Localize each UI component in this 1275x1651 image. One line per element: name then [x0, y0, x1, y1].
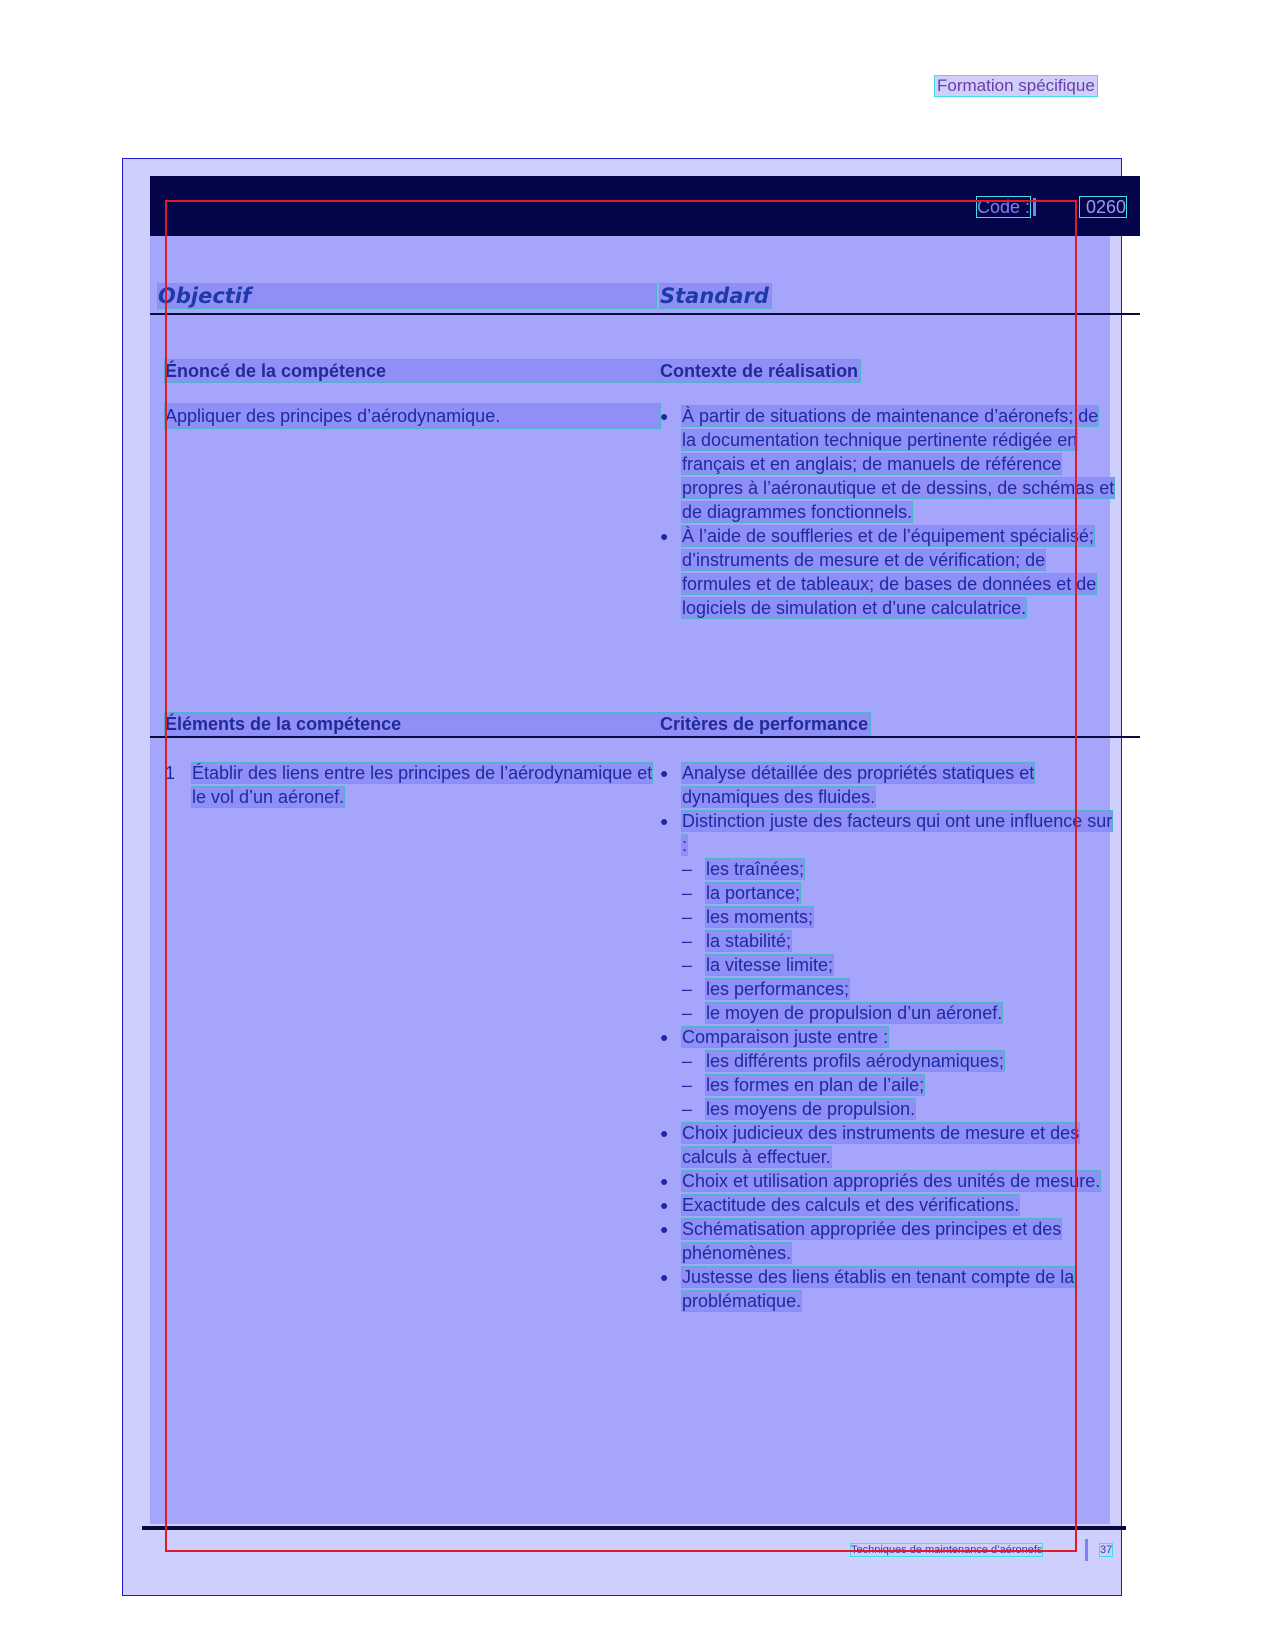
bullet-icon: ●	[660, 1269, 669, 1285]
criteria-item	[660, 809, 1115, 1025]
dash-icon: –	[682, 1051, 693, 1071]
criteria-item-text: Choix et utilisation appropriés des unités de mesure.	[682, 1171, 1101, 1191]
bullet-icon: ●	[660, 528, 669, 544]
criteria-subitem	[682, 857, 1115, 881]
criteria-subitem	[682, 1049, 1115, 1073]
heading-rule	[150, 313, 1140, 315]
criteria-item	[660, 1265, 1115, 1313]
criteria-subitem	[682, 1073, 1115, 1097]
dash-icon: –	[682, 979, 693, 999]
criteria-subitem-text: le moyen de propulsion d’un aéronef.	[706, 1003, 1003, 1023]
column-heading-standard: Standard	[660, 284, 769, 308]
criteria-subitem	[682, 1097, 1115, 1121]
bullet-icon: ●	[660, 1173, 669, 1189]
dash-icon: –	[682, 859, 693, 879]
criteria-item	[660, 1193, 1115, 1217]
bullet-icon: ●	[660, 765, 669, 781]
dash-icon: –	[682, 907, 693, 927]
criteria-item-text: Analyse détaillée des propriétés statiques et dynamiques des fluides.	[682, 763, 1035, 807]
criteria-subitem-text: les formes en plan de l’aile;	[706, 1075, 925, 1095]
code-label: Code :	[977, 197, 1031, 217]
footer-rule	[142, 1526, 1126, 1530]
criteria-item-text: Schématisation appropriée des principes et des phénomènes.	[682, 1219, 1062, 1263]
bullet-icon: ●	[660, 408, 669, 424]
page-number: 37	[1100, 1544, 1113, 1556]
element-text: Établir des liens entre les principes de l’aérodynamique et le vol d’un aéronef.	[192, 763, 653, 807]
section-rule	[150, 736, 1140, 738]
bullet-icon: ●	[660, 1221, 669, 1237]
context-list	[660, 404, 1115, 620]
element-item	[165, 761, 660, 809]
criteria-subitem-text: les différents profils aérodynamiques;	[706, 1051, 1004, 1071]
criteria-subitem	[682, 881, 1115, 905]
bullet-icon: ●	[660, 1029, 669, 1045]
criteria-item	[660, 1217, 1115, 1265]
element-number: 1	[165, 763, 176, 783]
criteria-item	[660, 1121, 1115, 1169]
criteria-item	[660, 761, 1115, 809]
code-value: 0260	[1080, 197, 1126, 217]
criteria-item-text: Comparaison juste entre :	[682, 1027, 889, 1047]
dash-icon: –	[682, 1003, 693, 1023]
column-heading-objectif: Objectif	[158, 284, 656, 308]
criteria-subitem-text: la vitesse limite;	[706, 955, 834, 975]
context-heading: Contexte de réalisation	[660, 361, 859, 381]
footer-title: Techniques de maintenance d’aéronefs	[851, 1544, 1043, 1556]
criteria-subitem	[682, 905, 1115, 929]
header-tag: Formation spécifique	[937, 76, 1095, 95]
criteria-subitem	[682, 977, 1115, 1001]
criteria-heading: Critères de performance	[660, 714, 869, 734]
criteria-subitem-text: les moyens de propulsion.	[706, 1099, 916, 1119]
criteria-subitem-text: les performances;	[706, 979, 850, 999]
competence-statement: Appliquer des principes d’aérodynamique.	[165, 404, 660, 428]
criteria-subitem-text: la portance;	[706, 883, 801, 903]
bullet-icon: ●	[660, 1197, 669, 1213]
criteria-list	[660, 761, 1115, 1313]
bullet-icon: ●	[660, 1125, 669, 1141]
dash-icon: –	[682, 1075, 693, 1095]
criteria-item-text: Distinction juste des facteurs qui ont une influence sur :	[682, 811, 1113, 855]
code-separator	[1033, 198, 1036, 216]
criteria-subitem	[682, 929, 1115, 953]
criteria-subitem	[682, 1001, 1115, 1025]
criteria-subitem-text: les moments;	[706, 907, 814, 927]
dash-icon: –	[682, 883, 693, 903]
criteria-item	[660, 1025, 1115, 1121]
competence-heading: Énoncé de la compétence	[165, 360, 660, 382]
footer-separator	[1085, 1539, 1088, 1561]
context-item	[660, 404, 1115, 524]
dash-icon: –	[682, 931, 693, 951]
context-item	[660, 524, 1115, 620]
criteria-item-text: Choix judicieux des instruments de mesure et des calculs à effectuer.	[682, 1123, 1080, 1167]
criteria-subitem-text: la stabilité;	[706, 931, 792, 951]
criteria-item-text: Justesse des liens établis en tenant compte de la problématique.	[682, 1267, 1075, 1311]
elements-heading: Éléments de la compétence	[165, 713, 660, 735]
bullet-icon: ●	[660, 813, 669, 829]
criteria-item	[660, 1169, 1115, 1193]
criteria-item-text: Exactitude des calculs et des vérifications.	[682, 1195, 1020, 1215]
criteria-subitem	[682, 953, 1115, 977]
criteria-subitem-text: les traînées;	[706, 859, 805, 879]
context-item-text: À partir de situations de maintenance d’aéronefs; de la documentation technique pertinente rédigée en français et en anglais; de manuels de référence propres à l’aéronautique et de dessins, de schémas et de diagrammes fonctionnels.	[682, 406, 1115, 522]
context-item-text: À l’aide de souffleries et de l’équipement spécialisé; d’instruments de mesure et de vérification; de formules et de tableaux; de bases de données et de logiciels de simulation et d’une calculatrice.	[682, 526, 1097, 618]
dash-icon: –	[682, 955, 693, 975]
dash-icon: –	[682, 1099, 693, 1119]
